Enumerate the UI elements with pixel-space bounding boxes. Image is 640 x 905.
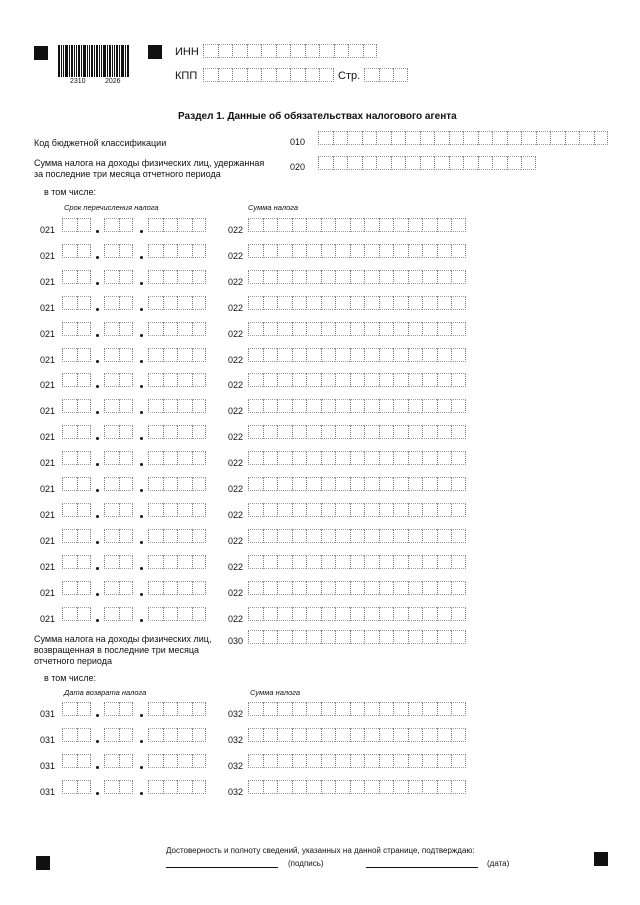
date-year-field[interactable]: [148, 322, 206, 336]
date-month-field[interactable]: [104, 296, 133, 310]
inn-field[interactable]: [203, 44, 377, 58]
sum-line-code: 022: [228, 561, 244, 572]
including-label-1: в том числе:: [44, 187, 96, 197]
sum-line-code: 022: [228, 380, 244, 391]
date-line-code: 021: [40, 561, 56, 572]
date-month-field[interactable]: [104, 348, 133, 362]
date-month-field[interactable]: [104, 503, 133, 517]
date-separator-dot: [140, 411, 143, 414]
sum-field[interactable]: [248, 348, 466, 362]
date-month-field[interactable]: [104, 451, 133, 465]
date-year-field[interactable]: [148, 503, 206, 517]
date-separator-dot: [96, 567, 99, 570]
date-month-field[interactable]: [104, 425, 133, 439]
date-month-field[interactable]: [104, 270, 133, 284]
date-day-field[interactable]: [62, 754, 91, 768]
date-separator-dot: [96, 593, 99, 596]
date-line-code: 021: [40, 613, 56, 624]
date-month-field[interactable]: [104, 754, 133, 768]
registration-marker-top-right: [148, 45, 162, 59]
date-line-code: 021: [40, 535, 56, 546]
date-separator-dot: [140, 334, 143, 337]
date-day-field[interactable]: [62, 244, 91, 258]
kpp-label: КПП: [175, 70, 198, 82]
section-title: Раздел 1. Данные об обязательствах налогового агента: [178, 111, 457, 122]
date-line-code: 021: [40, 225, 56, 235]
date-year-field[interactable]: [148, 780, 206, 794]
date-day-field[interactable]: [62, 348, 91, 362]
date-month-field[interactable]: [104, 373, 133, 387]
date-separator-dot: [96, 360, 99, 363]
date-year-field[interactable]: [148, 702, 206, 716]
kbk-code: 010: [290, 137, 306, 147]
date-day-field[interactable]: [62, 503, 91, 517]
returned-sum-code: 030: [228, 636, 244, 646]
date-separator-dot: [96, 766, 99, 769]
kbk-label: Код бюджетной классификации: [34, 138, 167, 148]
kpp-field[interactable]: [203, 68, 334, 82]
date-day-field[interactable]: [62, 270, 91, 284]
date-year-field[interactable]: [148, 754, 206, 768]
date-separator-dot: [96, 714, 99, 717]
date-separator-dot: [96, 792, 99, 795]
sum-field[interactable]: [248, 244, 466, 258]
date-separator-dot: [140, 308, 143, 311]
date-day-field[interactable]: [62, 373, 91, 387]
date-month-field[interactable]: [104, 529, 133, 543]
sum-line-code: 022: [228, 328, 244, 339]
sum-line-code: 022: [228, 535, 244, 546]
date-year-field[interactable]: [148, 581, 206, 595]
sum-field[interactable]: [248, 425, 466, 439]
sum-field[interactable]: [248, 399, 466, 413]
page-number-label: Стр.: [338, 70, 361, 82]
column-header-return-date: Дата возврата налога: [64, 688, 147, 697]
sum-field[interactable]: [248, 477, 466, 491]
sum-line-code: 032: [228, 787, 244, 797]
barcode-number-left: 2310: [70, 78, 86, 85]
date-separator-dot: [140, 463, 143, 466]
date-month-field[interactable]: [104, 244, 133, 258]
signature-label: (подпись): [288, 859, 324, 868]
date-separator-dot: [140, 360, 143, 363]
sum-line-code: 022: [228, 354, 244, 365]
tax-sum-label-line1: Сумма налога на доходы физических лиц, удержанная: [34, 158, 265, 168]
column-header-payment-date: Срок перечисления налога: [64, 203, 159, 212]
date-year-field[interactable]: [148, 244, 206, 258]
date-year-field[interactable]: [148, 529, 206, 543]
date-line-code: 021: [40, 406, 56, 417]
tax-sum-label-line2: за последние три месяца отчетного периода: [34, 169, 221, 179]
returned-sum-field[interactable]: [248, 630, 466, 644]
date-year-field[interactable]: [148, 373, 206, 387]
date-separator-dot: [140, 282, 143, 285]
date-line-code: 031: [40, 787, 56, 797]
date-separator-dot: [140, 593, 143, 596]
date-separator-dot: [96, 308, 99, 311]
date-day-field[interactable]: [62, 477, 91, 491]
date-line-code: 031: [40, 761, 56, 771]
sum-field[interactable]: [248, 451, 466, 465]
sum-line-code: 022: [228, 613, 244, 624]
date-line-code: 021: [40, 509, 56, 520]
date-line-code: 021: [40, 354, 56, 365]
date-separator-dot: [140, 792, 143, 795]
sum-field[interactable]: [248, 218, 466, 232]
confirmation-text: Достоверность и полноту сведений, указанных на данной странице, подтверждаю:: [166, 846, 475, 855]
date-line-code: 021: [40, 328, 56, 339]
date-separator-dot: [96, 334, 99, 337]
date-year-field[interactable]: [148, 555, 206, 569]
date-year-field[interactable]: [148, 477, 206, 491]
date-separator-dot: [140, 489, 143, 492]
kbk-field[interactable]: [318, 131, 608, 145]
date-day-field[interactable]: [62, 425, 91, 439]
including-label-2: в том числе:: [44, 673, 96, 683]
registration-marker-bottom-left: [36, 856, 50, 870]
date-separator-dot: [140, 567, 143, 570]
registration-marker-bottom-right: [594, 852, 608, 866]
date-month-field[interactable]: [104, 728, 133, 742]
date-separator-dot: [140, 714, 143, 717]
date-separator-dot: [140, 385, 143, 388]
date-separator-dot: [96, 619, 99, 622]
sum-field[interactable]: [248, 780, 466, 794]
tax-sum-field[interactable]: [318, 156, 536, 170]
date-line-code: 031: [40, 735, 56, 745]
date-day-field[interactable]: [62, 555, 91, 569]
date-separator-dot: [96, 489, 99, 492]
date-month-field[interactable]: [104, 607, 133, 621]
sum-field[interactable]: [248, 322, 466, 336]
date-day-field[interactable]: [62, 296, 91, 310]
date-separator-dot: [96, 515, 99, 518]
date-month-field[interactable]: [104, 477, 133, 491]
sum-line-code: 032: [228, 709, 244, 719]
date-line-code: 021: [40, 380, 56, 391]
date-day-field[interactable]: [62, 728, 91, 742]
sum-line-code: 022: [228, 250, 244, 261]
date-separator-dot: [96, 385, 99, 388]
sum-line-code: 032: [228, 735, 244, 745]
date-year-field[interactable]: [148, 728, 206, 742]
date-month-field[interactable]: [104, 702, 133, 716]
date-month-field[interactable]: [104, 581, 133, 595]
returned-sum-label-line1: Сумма налога на доходы физических лиц,: [34, 634, 212, 644]
date-line-code: 021: [40, 458, 56, 469]
date-separator-dot: [96, 437, 99, 440]
date-line-code: 021: [40, 302, 56, 313]
date-month-field[interactable]: [104, 322, 133, 336]
date-line-code: 031: [40, 709, 56, 719]
sum-line-code: 022: [228, 432, 244, 443]
date-day-field[interactable]: [62, 581, 91, 595]
date-day-field[interactable]: [62, 451, 91, 465]
date-year-field[interactable]: [148, 607, 206, 621]
column-header-tax-sum: Сумма налога: [248, 203, 299, 212]
sum-field[interactable]: [248, 555, 466, 569]
column-header-return-sum: Сумма налога: [250, 688, 301, 697]
date-line-code: 021: [40, 484, 56, 494]
date-separator-dot: [140, 515, 143, 518]
date-separator-dot: [96, 256, 99, 259]
date-year-field[interactable]: [148, 296, 206, 310]
date-separator-dot: [140, 230, 143, 233]
returned-sum-label-line2: возвращенная в последние три месяца: [34, 645, 199, 655]
sum-field[interactable]: [248, 754, 466, 768]
date-month-field[interactable]: [104, 780, 133, 794]
sum-line-code: 022: [228, 458, 244, 469]
page-number-field[interactable]: [364, 68, 408, 82]
date-separator-dot: [140, 541, 143, 544]
date-day-field[interactable]: [62, 218, 91, 232]
sum-line-code: 022: [228, 406, 244, 417]
date-year-field[interactable]: [148, 348, 206, 362]
date-separator-dot: [140, 619, 143, 622]
date-day-field[interactable]: [62, 607, 91, 621]
sum-line-code: 022: [228, 302, 244, 313]
inn-label: ИНН: [175, 46, 199, 58]
date-day-field[interactable]: [62, 702, 91, 716]
date-separator-dot: [96, 282, 99, 285]
sum-field[interactable]: [248, 607, 466, 621]
sum-field[interactable]: [248, 728, 466, 742]
date-line-code: 021: [40, 276, 56, 287]
date-year-field[interactable]: [148, 218, 206, 232]
date-separator-dot: [140, 256, 143, 259]
sum-field[interactable]: [248, 581, 466, 595]
date-day-field[interactable]: [62, 322, 91, 336]
date-year-field[interactable]: [148, 451, 206, 465]
barcode-image: [58, 45, 130, 77]
date-day-field[interactable]: [62, 780, 91, 794]
date-line[interactable]: [366, 867, 478, 868]
date-label: (дата): [487, 859, 510, 868]
date-month-field[interactable]: [104, 218, 133, 232]
signature-line[interactable]: [166, 867, 278, 868]
registration-marker-top-left: [34, 46, 48, 60]
sum-line-code: 022: [228, 509, 244, 520]
date-separator-dot: [140, 437, 143, 440]
date-year-field[interactable]: [148, 399, 206, 413]
date-line-code: 021: [40, 432, 56, 443]
sum-line-code: 022: [228, 587, 244, 598]
date-separator-dot: [96, 411, 99, 414]
date-line-code: 021: [40, 250, 56, 261]
sum-line-code: 022: [228, 484, 244, 494]
date-separator-dot: [96, 230, 99, 233]
date-line-code: 021: [40, 587, 56, 598]
date-separator-dot: [140, 740, 143, 743]
sum-field[interactable]: [248, 296, 466, 310]
sum-field[interactable]: [248, 503, 466, 517]
sum-field[interactable]: [248, 373, 466, 387]
date-separator-dot: [96, 740, 99, 743]
tax-sum-code: 020: [290, 162, 306, 172]
sum-field[interactable]: [248, 529, 466, 543]
barcode-number-right: 2026: [105, 78, 121, 85]
sum-field[interactable]: [248, 702, 466, 716]
sum-line-code: 022: [228, 225, 244, 235]
date-month-field[interactable]: [104, 555, 133, 569]
date-year-field[interactable]: [148, 425, 206, 439]
returned-sum-label-line3: отчетного периода: [34, 656, 112, 666]
date-day-field[interactable]: [62, 529, 91, 543]
sum-field[interactable]: [248, 270, 466, 284]
sum-line-code: 032: [228, 761, 244, 771]
date-separator-dot: [96, 541, 99, 544]
date-month-field[interactable]: [104, 399, 133, 413]
date-year-field[interactable]: [148, 270, 206, 284]
date-day-field[interactable]: [62, 399, 91, 413]
date-separator-dot: [96, 463, 99, 466]
date-separator-dot: [140, 766, 143, 769]
sum-line-code: 022: [228, 276, 244, 287]
